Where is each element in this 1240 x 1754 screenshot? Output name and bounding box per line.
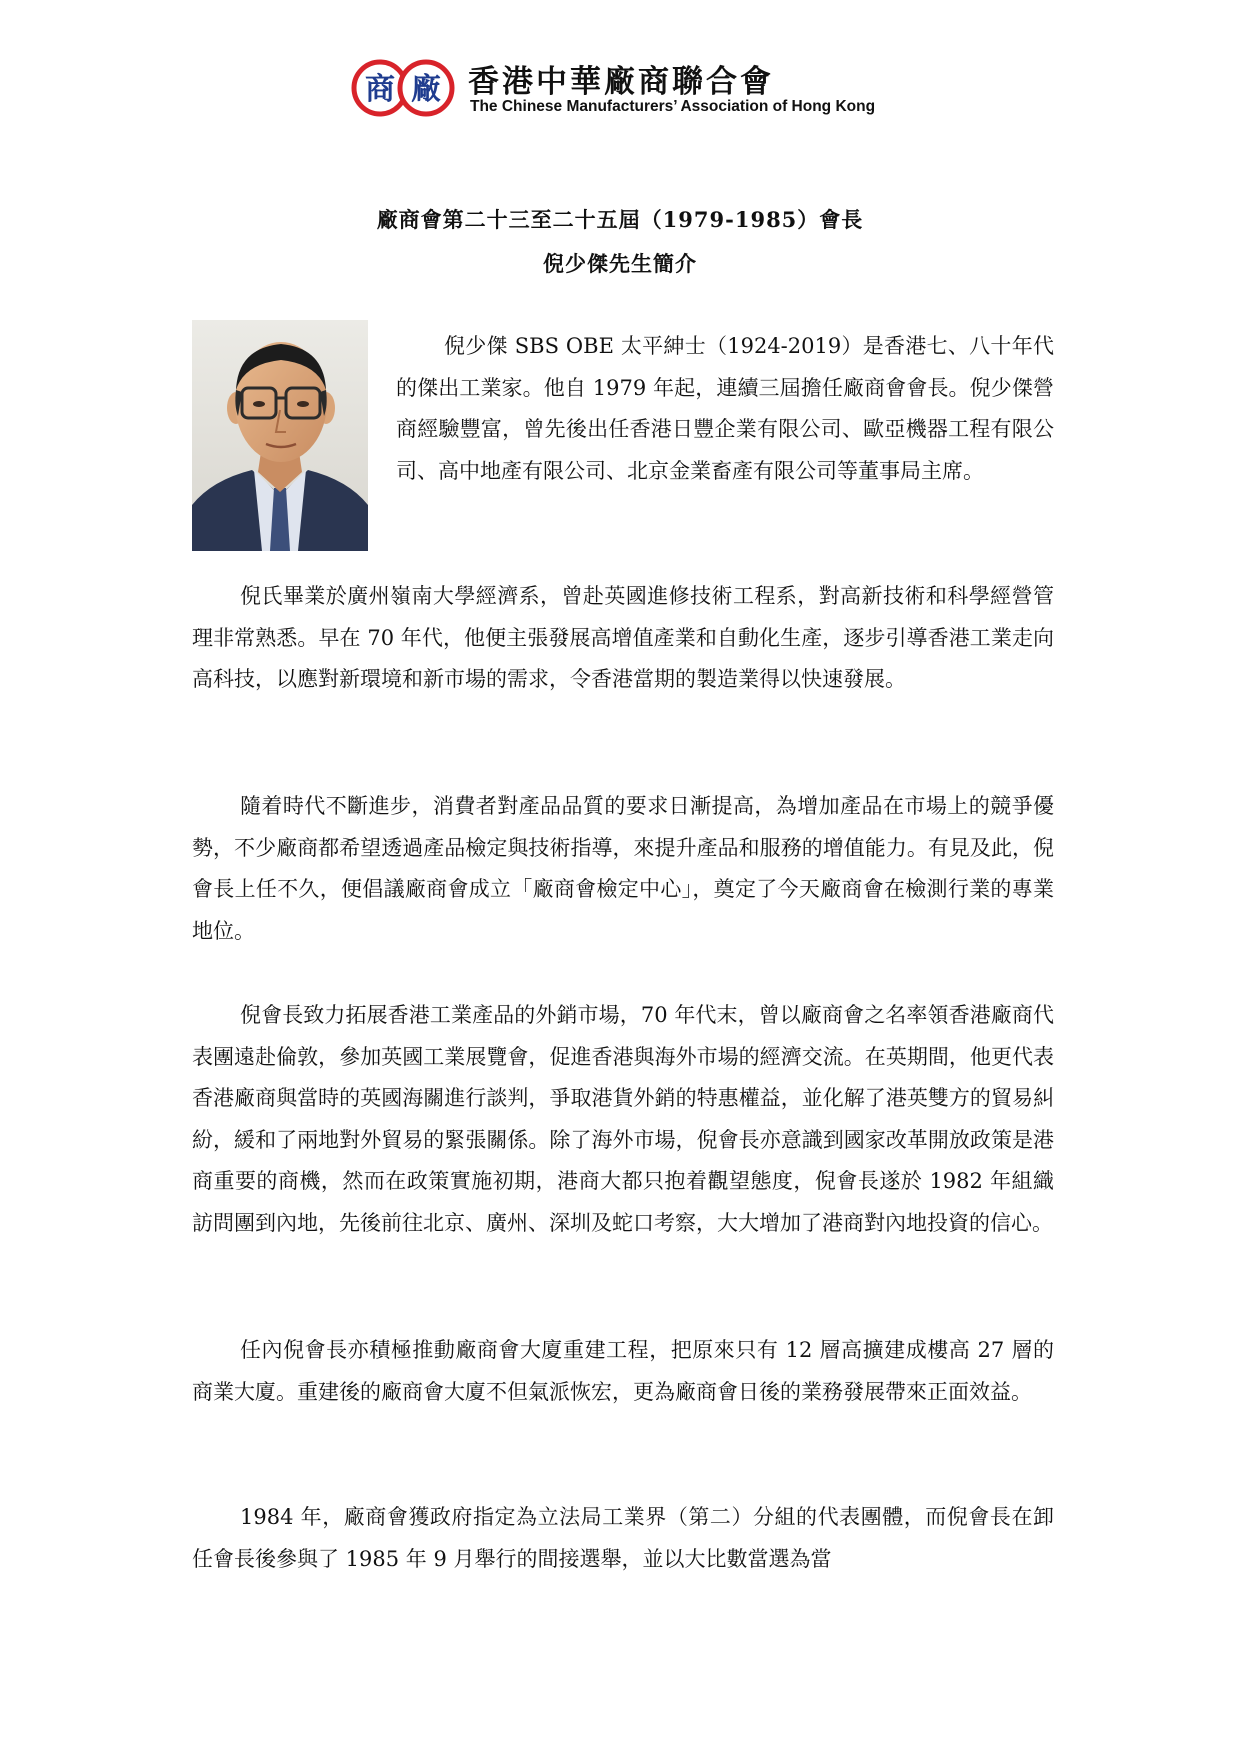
body-paragraph-5: 1984 年，廠商會獲政府指定為立法局工業界（第二）分組的代表團體，而倪會長在卸任會長後參與了 1985 年 9 月舉行的間接選舉，並以大比數當選為當 — [192, 1505, 1054, 1571]
portrait-photo — [192, 320, 368, 551]
association-logo — [350, 58, 458, 118]
body-paragraph-1: 倪氏畢業於廣州嶺南大學經濟系，曾赴英國進修技術工程系，對高新技術和科學經營管理非常熟悉。早在 70 年代，他便主張發展高增值產業和自動化生產，逐步引導香港工業走向高科技，以應對新環境和新市場的需求，令香港當期的製造業得以快速發展。 — [192, 584, 1054, 691]
organization-name-chinese: 香港中華廠商聯合會 — [468, 64, 774, 100]
intro-paragraph: 倪少傑 SBS OBE 太平紳士（1924-2019）是香港七、八十年代的傑出工業家。他自 1979 年起，連續三屆擔任廠商會會長。倪少傑營商經驗豐富，曾先後出任香港日豐企業有限公司、歐亞機器工程有限公司、高中地產有限公司、北京金業畜產有限公司等董事局主席。 — [396, 334, 1054, 483]
logo-char-2: 廠 — [411, 72, 441, 107]
organization-name-english: The Chinese Manufacturers’ Association of Hong Kong — [470, 98, 876, 115]
document-subtitle: 倪少傑先生簡介 — [543, 251, 697, 276]
logo-char-1: 商 — [365, 72, 395, 107]
body-paragraph-3: 倪會長致力拓展香港工業產品的外銷市場，70 年代末，曾以廠商會之名率領香港廠商代表團遠赴倫敦，參加英國工業展覽會，促進香港與海外市場的經濟交流。在英期間，他更代表香港廠商與當時的英國海關進行談判，爭取港貨外銷的特惠權益，並化解了港英雙方的貿易糾紛，緩和了兩地對外貿易的緊張關係。除了海外市場，倪會長亦意識到國家改革開放政策是港商重要的商機，然而在政策實施初期，港商大都只抱着觀望態度，倪會長遂於 1982 年組織訪問團到內地，先後前往北京、廣州、深圳及蛇口考察，大大增加了港商對內地投資的信心。 — [192, 1003, 1054, 1235]
document-title: 廠商會第二十三至二十五屆（1979-1985）會長 — [376, 207, 864, 232]
body-paragraph-2: 隨着時代不斷進步，消費者對產品品質的要求日漸提高，為增加產品在市場上的競爭優勢，不少廠商都希望透過產品檢定與技術指導，來提升產品和服務的增值能力。有見及此，倪會長上任不久，便倡議廠商會成立「廠商會檢定中心」，奠定了今天廠商會在檢測行業的專業地位。 — [192, 794, 1054, 943]
letterhead — [350, 52, 910, 124]
body-paragraph-4: 任內倪會長亦積極推動廠商會大廈重建工程，把原來只有 12 層高擴建成樓高 27 層的商業大廈。重建後的廠商會大廈不但氣派恢宏，更為廠商會日後的業務發展帶來正面效益。 — [192, 1338, 1054, 1404]
